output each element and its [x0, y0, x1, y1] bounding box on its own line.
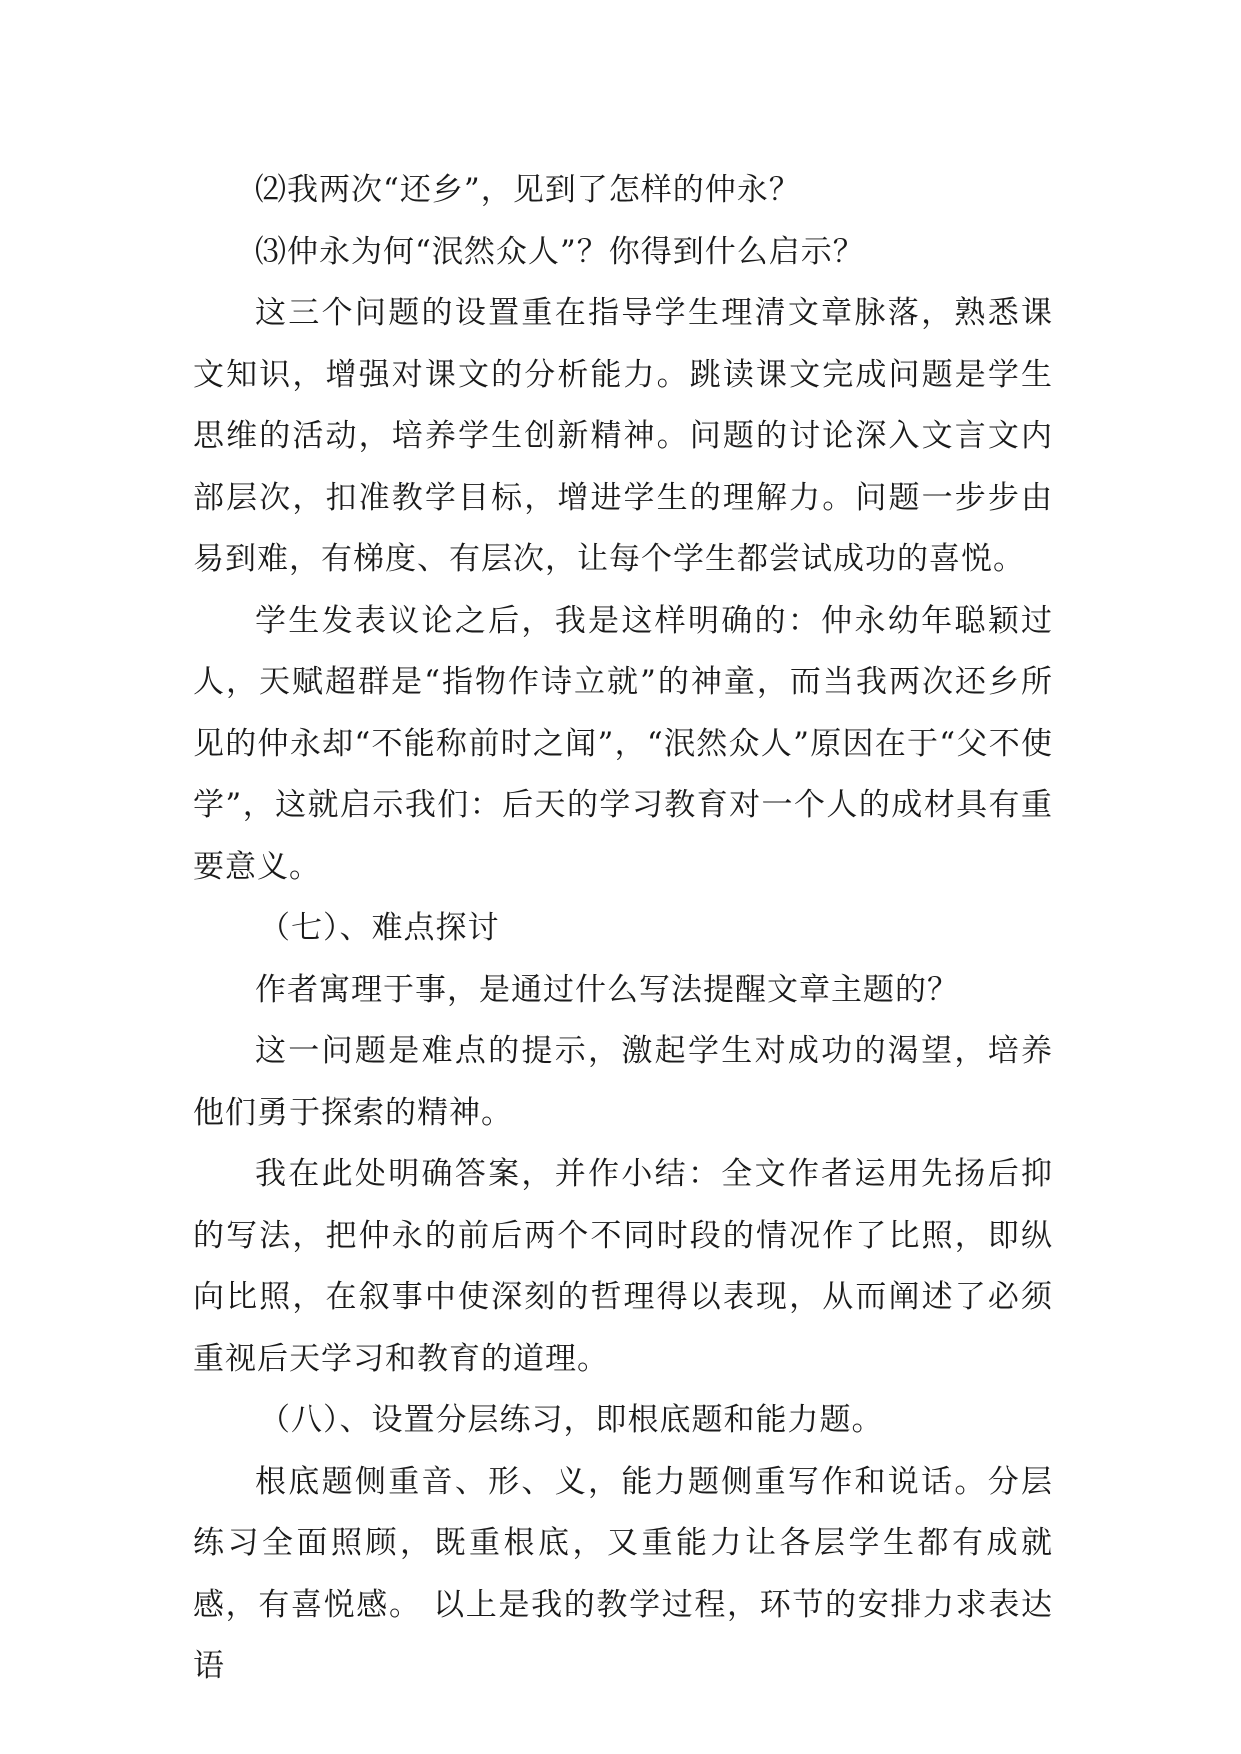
- paragraph-difficulty-note: 这一问题是难点的提示，激起学生对成功的渴望，培养他们勇于探索的精神。: [193, 1033, 1053, 1131]
- document-body: [193, 160, 1053, 1698]
- section-heading-8: （八）、设置分层练习，即根底题和能力题。: [259, 1402, 884, 1438]
- question-2: ⑵我两次“还乡”，见到了怎样的仲永？: [255, 172, 801, 208]
- paragraph-exercises: 根底题侧重音、形、义，能力题侧重写作和说话。分层练习全面照顾，既重根底，又重能力让各层学生都有成就感，有喜悦感。 以上是我的教学过程，环节的安排力求表达语: [193, 1463, 1053, 1684]
- paragraph-question-design: 这三个问题的设置重在指导学生理清文章脉落，熟悉课文知识，增强对课文的分析能力。跳读课文完成问题是学生思维的活动，培养学生创新精神。问题的讨论深入文言文内部层次，扣准教学目标，增进学生的理解力。问题一步步由易到难，有梯度、有层次，让每个学生都尝试成功的喜悦。: [193, 295, 1053, 577]
- question-3: ⑶仲永为何“泯然众人”？你得到什么启示？: [255, 233, 865, 270]
- section-heading-7: （七）、难点探讨: [259, 910, 500, 946]
- paragraph-clarification: 学生发表议论之后，我是这样明确的：仲永幼年聪颖过人，天赋超群是“指物作诗立就”的神童，而当我两次还乡所见的仲永却“不能称前时之闻”，“泯然众人”原因在于“父不使学”，这就启示我们：后天的学习教育对一个人的成材具有重要意义。: [193, 602, 1053, 885]
- question-difficulty: 作者寓理于事，是通过什么写法提醒文章主题的？: [255, 971, 959, 1008]
- paragraph-summary: 我在此处明确答案，并作小结：全文作者运用先扬后抑的写法，把仲永的前后两个不同时段的情况作了比照，即纵向比照，在叙事中使深刻的哲理得以表现，从而阐述了必须重视后天学习和教育的道理。: [193, 1156, 1053, 1377]
